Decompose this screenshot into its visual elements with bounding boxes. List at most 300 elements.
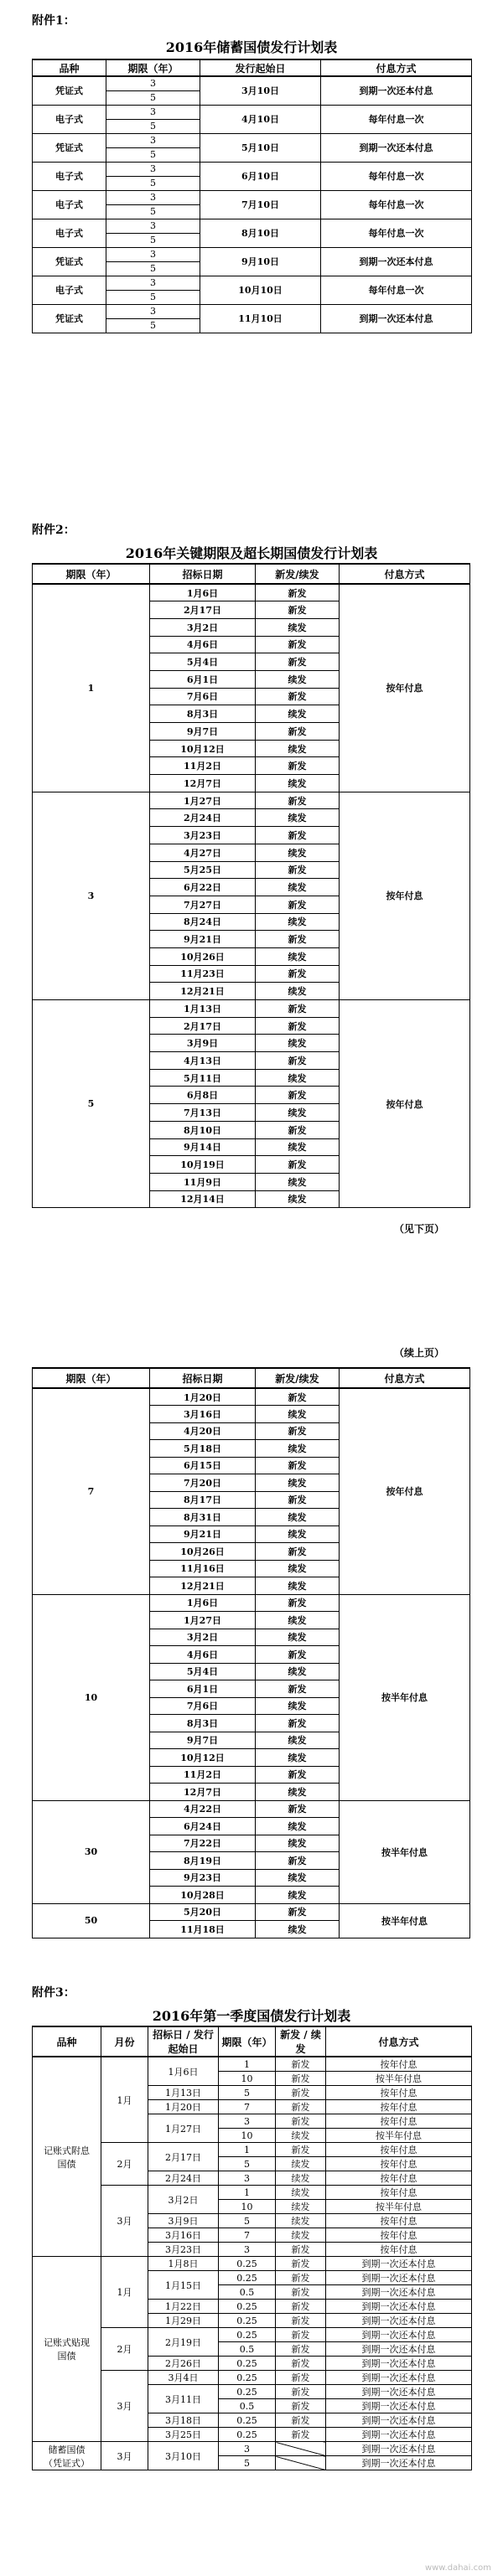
- key-term-bond-table-continued: [32, 1367, 470, 1938]
- month: 1月: [101, 2057, 148, 2143]
- watermark: www.dahai.com: [424, 2563, 491, 2573]
- new-or-reopen: 新发: [276, 2300, 326, 2314]
- payment-method: 按半年付息: [340, 1594, 470, 1800]
- column-header: 期限（年）: [33, 564, 150, 584]
- auction-date: 6月22日: [150, 879, 256, 896]
- auction-date: 3月11日: [148, 2385, 219, 2413]
- auction-date: 2月26日: [148, 2357, 219, 2371]
- payment-method: 按年付息: [326, 2186, 472, 2200]
- new-or-reopen: 续发: [276, 2186, 326, 2200]
- new-or-reopen: 续发: [276, 2157, 326, 2171]
- term-years: 0.5: [219, 2399, 276, 2413]
- payment-method: 到期一次还本付息: [326, 2385, 472, 2399]
- term-years: 5: [106, 290, 200, 304]
- new-or-reopen: 续发: [256, 1509, 340, 1526]
- new-or-reopen: 续发: [256, 1035, 340, 1052]
- new-or-reopen: 续发: [256, 809, 340, 827]
- new-or-reopen: 新发: [256, 1800, 340, 1818]
- new-or-reopen: 新发: [256, 1594, 340, 1612]
- new-or-reopen: 续发: [256, 844, 340, 861]
- table-row: [33, 105, 472, 119]
- issue-date: 11月10日: [200, 304, 321, 333]
- auction-date: 2月24日: [148, 2171, 219, 2186]
- term-years: 3: [106, 190, 200, 204]
- table-row: [33, 2057, 472, 2072]
- new-or-reopen: 续发: [256, 1697, 340, 1715]
- new-or-reopen: 新发: [276, 2314, 326, 2328]
- term-years: 0.25: [219, 2314, 276, 2328]
- new-or-reopen: 续发: [256, 1560, 340, 1577]
- bond-category: 记账式附息国债: [33, 2057, 101, 2257]
- payment-method: 按年付息: [326, 2214, 472, 2228]
- payment-method: 到期一次还本付息: [326, 2357, 472, 2371]
- new-or-reopen: 新发: [276, 2428, 326, 2442]
- term-years: 5: [106, 90, 200, 105]
- auction-date: 8月17日: [150, 1491, 256, 1509]
- auction-date: 3月16日: [150, 1406, 256, 1423]
- term-years: 3: [106, 162, 200, 176]
- bond-type: 凭证式: [33, 133, 106, 162]
- term-years: 7: [33, 1388, 150, 1594]
- term-years: 3: [106, 247, 200, 261]
- auction-date: 7月22日: [150, 1835, 256, 1852]
- new-or-reopen: 新发: [256, 1903, 340, 1921]
- auction-date: 3月9日: [150, 1035, 256, 1052]
- new-or-reopen: 续发: [256, 1612, 340, 1629]
- column-header: 月份: [101, 2026, 148, 2057]
- new-or-reopen: 新发: [276, 2357, 326, 2371]
- issue-date: 3月10日: [200, 76, 321, 105]
- payment-method: 按年付息: [340, 584, 470, 792]
- month: 3月: [101, 2186, 148, 2257]
- auction-date: 10月26日: [150, 947, 256, 965]
- auction-date: 12月7日: [150, 775, 256, 792]
- new-or-reopen: 新发: [256, 896, 340, 913]
- new-or-reopen: 新发: [256, 931, 340, 948]
- new-or-reopen: 新发: [276, 2086, 326, 2100]
- new-or-reopen: 新发: [276, 2257, 326, 2271]
- header-row: [33, 1368, 470, 1388]
- auction-date: 9月21日: [150, 1525, 256, 1543]
- payment-method: 按年付息: [326, 2171, 472, 2186]
- new-or-reopen: 续发: [256, 913, 340, 931]
- issue-date: 6月10日: [200, 162, 321, 190]
- term-years: 3: [106, 304, 200, 318]
- auction-date: 10月26日: [150, 1543, 256, 1561]
- new-or-reopen: 新发: [256, 1715, 340, 1732]
- auction-date: 6月1日: [150, 1680, 256, 1698]
- new-or-reopen: 新发: [276, 2328, 326, 2342]
- new-or-reopen: 新发: [276, 2271, 326, 2285]
- term-years: 10: [219, 2200, 276, 2214]
- payment-method: 到期一次还本付息: [326, 2285, 472, 2300]
- term-years: 3: [106, 76, 200, 90]
- new-or-reopen: 新发: [276, 2371, 326, 2385]
- term-years: 5: [33, 1000, 150, 1208]
- table-row: [33, 584, 470, 601]
- table-row: [33, 2257, 472, 2271]
- term-years: 0.25: [219, 2257, 276, 2271]
- bond-type: 电子式: [33, 162, 106, 190]
- auction-date: 3月2日: [148, 2186, 219, 2214]
- payment-method: 按半年付息: [340, 1800, 470, 1903]
- new-or-reopen: 续发: [256, 1869, 340, 1887]
- auction-date: 12月21日: [150, 1577, 256, 1595]
- auction-date: 11月18日: [150, 1921, 256, 1938]
- term-years: 3: [219, 2243, 276, 2257]
- auction-date: 4月22日: [150, 1800, 256, 1818]
- new-or-reopen: 续发: [256, 1749, 340, 1767]
- new-or-reopen: 新发: [256, 1052, 340, 1070]
- auction-date: 7月6日: [150, 1697, 256, 1715]
- column-header: 品种: [33, 59, 106, 76]
- table-row: [33, 276, 472, 290]
- auction-date: 4月13日: [150, 1052, 256, 1070]
- new-or-reopen: 新发: [276, 2143, 326, 2157]
- new-or-reopen: 新发: [256, 1388, 340, 1406]
- column-header: 付息方式: [321, 59, 472, 76]
- term-years: 30: [33, 1800, 150, 1903]
- payment-method: 到期一次还本付息: [326, 2314, 472, 2328]
- new-or-reopen: 新发: [276, 2072, 326, 2086]
- new-or-reopen: 新发: [256, 827, 340, 844]
- auction-date: 2月24日: [150, 809, 256, 827]
- auction-date: 1月13日: [148, 2086, 219, 2100]
- bond-type: 电子式: [33, 219, 106, 247]
- auction-date: 5月11日: [150, 1069, 256, 1087]
- auction-date: 1月6日: [148, 2057, 219, 2086]
- auction-date: 1月15日: [148, 2271, 219, 2300]
- term-years: 0.25: [219, 2428, 276, 2442]
- auction-date: 11月2日: [150, 757, 256, 775]
- new-or-reopen: 续发: [256, 1835, 340, 1852]
- auction-date: 1月8日: [148, 2257, 219, 2271]
- auction-date: 2月19日: [148, 2328, 219, 2357]
- auction-date: 1月22日: [148, 2300, 219, 2314]
- new-or-reopen: 新发: [256, 1017, 340, 1035]
- new-or-reopen: 新发: [256, 861, 340, 879]
- term-years: 0.25: [219, 2371, 276, 2385]
- auction-date: 5月4日: [150, 653, 256, 671]
- new-or-reopen: 新发: [256, 1000, 340, 1018]
- payment-method: 到期一次还本付息: [326, 2428, 472, 2442]
- auction-date: 3月23日: [148, 2243, 219, 2257]
- month: 3月: [101, 2442, 148, 2470]
- auction-date: 5月25日: [150, 861, 256, 879]
- term-years: 1: [219, 2057, 276, 2072]
- payment-method: 按年付息: [326, 2057, 472, 2072]
- auction-date: 8月3日: [150, 1715, 256, 1732]
- new-or-reopen: 续发: [256, 1138, 340, 1156]
- column-header: 新发/续发: [256, 564, 340, 584]
- column-header: 品种: [33, 2026, 101, 2057]
- auction-date: 6月15日: [150, 1457, 256, 1474]
- payment-method: 到期一次还本付息: [326, 2271, 472, 2285]
- column-header: 期限（年）: [33, 1368, 150, 1388]
- auction-date: 6月1日: [150, 670, 256, 688]
- term-years: 1: [219, 2143, 276, 2157]
- new-or-reopen: 续发: [256, 1525, 340, 1543]
- auction-date: 7月20日: [150, 1474, 256, 1492]
- column-header: 招标日 / 发行起始日: [148, 2026, 219, 2057]
- term-years: 0.25: [219, 2328, 276, 2342]
- new-or-reopen: 新发: [256, 653, 340, 671]
- term-years: 5: [219, 2214, 276, 2228]
- new-or-reopen: 新发: [276, 2285, 326, 2300]
- auction-date: 9月21日: [150, 931, 256, 948]
- new-or-reopen: 新发: [256, 1680, 340, 1698]
- payment-method: 到期一次还本付息: [321, 133, 472, 162]
- new-or-reopen: 新发: [276, 2385, 326, 2399]
- table-row: [33, 1594, 470, 1612]
- auction-date: 3月18日: [148, 2413, 219, 2428]
- term-years: 5: [106, 233, 200, 247]
- month: 3月: [101, 2371, 148, 2442]
- auction-date: 10月12日: [150, 1749, 256, 1767]
- term-years: 3: [219, 2442, 276, 2456]
- payment-method: 每年付息一次: [321, 162, 472, 190]
- auction-date: 1月6日: [150, 584, 256, 601]
- auction-date: 3月16日: [148, 2228, 219, 2243]
- new-or-reopen: 续发: [276, 2214, 326, 2228]
- column-header: 发行起始日: [200, 59, 321, 76]
- auction-date: 9月23日: [150, 1869, 256, 1887]
- new-or-reopen: 新发: [256, 1852, 340, 1870]
- new-or-reopen: 续发: [276, 2171, 326, 2186]
- table-row: [33, 2442, 472, 2456]
- table-row: [33, 1388, 470, 1406]
- new-or-reopen: 新发: [276, 2100, 326, 2114]
- bond-type: 凭证式: [33, 247, 106, 276]
- auction-date: 10月28日: [150, 1887, 256, 1904]
- payment-method: 按年付息: [340, 1388, 470, 1594]
- payment-method: 按年付息: [326, 2228, 472, 2243]
- auction-date: 7月13日: [150, 1104, 256, 1122]
- auction-date: 1月27日: [150, 792, 256, 809]
- issue-date: 5月10日: [200, 133, 321, 162]
- term-years: 5: [106, 176, 200, 190]
- new-or-reopen: 续发: [256, 1069, 340, 1087]
- column-header: 招标日期: [150, 564, 256, 584]
- bond-type: 凭证式: [33, 76, 106, 105]
- q1-bond-table: [32, 2026, 472, 2470]
- new-or-reopen: 新发: [256, 1121, 340, 1138]
- new-or-reopen: 续发: [256, 1190, 340, 1208]
- table-row: [33, 1800, 470, 1818]
- payment-method: 到期一次还本付息: [326, 2456, 472, 2470]
- new-or-reopen: 新发: [256, 723, 340, 741]
- auction-date: 1月27日: [148, 2114, 219, 2143]
- auction-date: 1月20日: [150, 1388, 256, 1406]
- auction-date: 1月29日: [148, 2314, 219, 2328]
- new-or-reopen: 新发: [256, 1422, 340, 1440]
- payment-method: 按半年付息: [326, 2072, 472, 2086]
- new-or-reopen: 续发: [256, 705, 340, 723]
- new-or-reopen: 续发: [256, 947, 340, 965]
- header-row: [33, 2026, 472, 2057]
- new-or-reopen: 续发: [256, 1887, 340, 1904]
- term-years: 5: [219, 2086, 276, 2100]
- issue-date: 9月10日: [200, 247, 321, 276]
- new-or-reopen: 新发: [256, 1087, 340, 1104]
- bond-type: 电子式: [33, 105, 106, 133]
- auction-date: 6月24日: [150, 1818, 256, 1835]
- auction-date: 3月4日: [148, 2371, 219, 2385]
- term-years: 10: [219, 2072, 276, 2086]
- new-or-reopen: 新发: [276, 2399, 326, 2413]
- auction-date: 3月10日: [148, 2442, 219, 2470]
- month: 1月: [101, 2257, 148, 2328]
- new-or-reopen: 续发: [256, 983, 340, 1000]
- payment-method: 到期一次还本付息: [326, 2371, 472, 2385]
- new-or-reopen: 新发: [256, 1646, 340, 1664]
- column-header: 期限（年）: [219, 2026, 276, 2057]
- new-or-reopen: 续发: [256, 1406, 340, 1423]
- issue-date: 10月10日: [200, 276, 321, 304]
- new-or-reopen: 新发: [256, 1543, 340, 1561]
- auction-date: 12月21日: [150, 983, 256, 1000]
- new-or-reopen: 续发: [256, 1474, 340, 1492]
- auction-date: 5月4日: [150, 1663, 256, 1680]
- payment-method: 按半年付息: [326, 2129, 472, 2143]
- term-years: 5: [219, 2157, 276, 2171]
- new-or-reopen: 续发: [256, 1921, 340, 1938]
- header-row: [33, 564, 470, 584]
- table-row: [33, 219, 472, 233]
- payment-method: 按年付息: [326, 2157, 472, 2171]
- term-years: 3: [33, 792, 150, 999]
- new-or-reopen: 续发: [256, 1440, 340, 1458]
- auction-date: 8月24日: [150, 913, 256, 931]
- new-or-reopen: 续发: [256, 670, 340, 688]
- auction-date: 3月25日: [148, 2428, 219, 2442]
- new-or-reopen: 续发: [256, 618, 340, 636]
- new-or-reopen: 新发: [276, 2413, 326, 2428]
- payment-method: 按年付息: [326, 2143, 472, 2157]
- term-years: 5: [106, 119, 200, 133]
- term-years: 3: [106, 276, 200, 290]
- payment-method: 到期一次还本付息: [321, 304, 472, 333]
- key-term-bond-table: [32, 563, 470, 1208]
- new-or-reopen: 续发: [276, 2129, 326, 2143]
- payment-method: 按年付息: [326, 2243, 472, 2257]
- auction-date: 3月23日: [150, 827, 256, 844]
- payment-method: 每年付息一次: [321, 276, 472, 304]
- payment-method: 到期一次还本付息: [321, 247, 472, 276]
- table-row: [33, 1000, 470, 1018]
- attachment-2-label: 附件2：: [32, 524, 75, 537]
- issue-date: 8月10日: [200, 219, 321, 247]
- auction-date: 11月9日: [150, 1173, 256, 1190]
- payment-method: 按年付息: [340, 1000, 470, 1208]
- payment-method: 按年付息: [326, 2100, 472, 2114]
- new-or-reopen: 新发: [276, 2057, 326, 2072]
- term-years: 0.25: [219, 2357, 276, 2371]
- auction-date: 10月19日: [150, 1156, 256, 1174]
- auction-date: 9月7日: [150, 723, 256, 741]
- auction-date: 1月27日: [150, 1612, 256, 1629]
- month: 2月: [101, 2143, 148, 2186]
- new-or-reopen: 新发: [256, 757, 340, 775]
- term-years: 7: [219, 2100, 276, 2114]
- new-or-reopen: 新发: [256, 792, 340, 809]
- term-years: 5: [106, 261, 200, 276]
- payment-method: 按年付息: [326, 2086, 472, 2100]
- payment-method: 到期一次还本付息: [321, 76, 472, 105]
- column-header: 付息方式: [340, 564, 470, 584]
- bond-type: 凭证式: [33, 304, 106, 333]
- new-or-reopen: 新发: [256, 1457, 340, 1474]
- payment-method: 按半年付息: [326, 2200, 472, 2214]
- column-header: 新发 / 续发: [276, 2026, 326, 2057]
- auction-date: 5月20日: [150, 1903, 256, 1921]
- auction-date: 1月13日: [150, 1000, 256, 1018]
- term-years: 10: [219, 2129, 276, 2143]
- payment-method: 到期一次还本付息: [326, 2442, 472, 2456]
- new-or-reopen: 新发: [276, 2114, 326, 2129]
- auction-date: 5月18日: [150, 1440, 256, 1458]
- auction-date: 3月2日: [150, 618, 256, 636]
- auction-date: 4月27日: [150, 844, 256, 861]
- payment-method: 按年付息: [340, 792, 470, 999]
- bond-type: 电子式: [33, 190, 106, 219]
- new-or-reopen: 续发: [256, 775, 340, 792]
- issue-date: 4月10日: [200, 105, 321, 133]
- new-or-reopen: 新发: [276, 2342, 326, 2357]
- new-or-reopen: 续发: [256, 1784, 340, 1801]
- table-row: [33, 247, 472, 261]
- new-or-reopen: 续发: [256, 1663, 340, 1680]
- table-row: [33, 792, 470, 809]
- new-or-reopen: 新发: [256, 1156, 340, 1174]
- payment-method: 到期一次还本付息: [326, 2413, 472, 2428]
- term-years: 3: [219, 2114, 276, 2129]
- term-years: 3: [106, 105, 200, 119]
- table-row: [33, 162, 472, 176]
- payment-method: 每年付息一次: [321, 190, 472, 219]
- new-or-reopen: 新发: [256, 1491, 340, 1509]
- term-years: 7: [219, 2228, 276, 2243]
- column-header: 招标日期: [150, 1368, 256, 1388]
- table-row: [33, 133, 472, 147]
- auction-date: 6月8日: [150, 1087, 256, 1104]
- new-or-reopen: [276, 2442, 326, 2456]
- attachment-3-title: 2016年第一季度国债发行计划表: [152, 2008, 351, 2024]
- attachment-1-label: 附件1：: [32, 14, 75, 28]
- term-years: 1: [219, 2186, 276, 2200]
- term-years: 10: [33, 1594, 150, 1800]
- auction-date: 2月17日: [150, 601, 256, 619]
- auction-date: 4月6日: [150, 636, 256, 653]
- auction-date: 11月23日: [150, 965, 256, 983]
- term-years: 1: [33, 584, 150, 792]
- attachment-2-title: 2016年关键期限及超长期国债发行计划表: [125, 545, 378, 561]
- table-row: [33, 76, 472, 90]
- new-or-reopen: 续发: [256, 1818, 340, 1835]
- new-or-reopen: 新发: [256, 601, 340, 619]
- auction-date: 9月14日: [150, 1138, 256, 1156]
- auction-date: 9月7日: [150, 1732, 256, 1749]
- new-or-reopen: 续发: [256, 1173, 340, 1190]
- auction-date: 12月7日: [150, 1784, 256, 1801]
- auction-date: 8月31日: [150, 1509, 256, 1526]
- new-or-reopen: 新发: [256, 1766, 340, 1784]
- new-or-reopen: 续发: [256, 1104, 340, 1122]
- new-or-reopen: [276, 2456, 326, 2470]
- payment-method: 到期一次还本付息: [326, 2342, 472, 2357]
- term-years: 0.25: [219, 2413, 276, 2428]
- new-or-reopen: 新发: [276, 2243, 326, 2257]
